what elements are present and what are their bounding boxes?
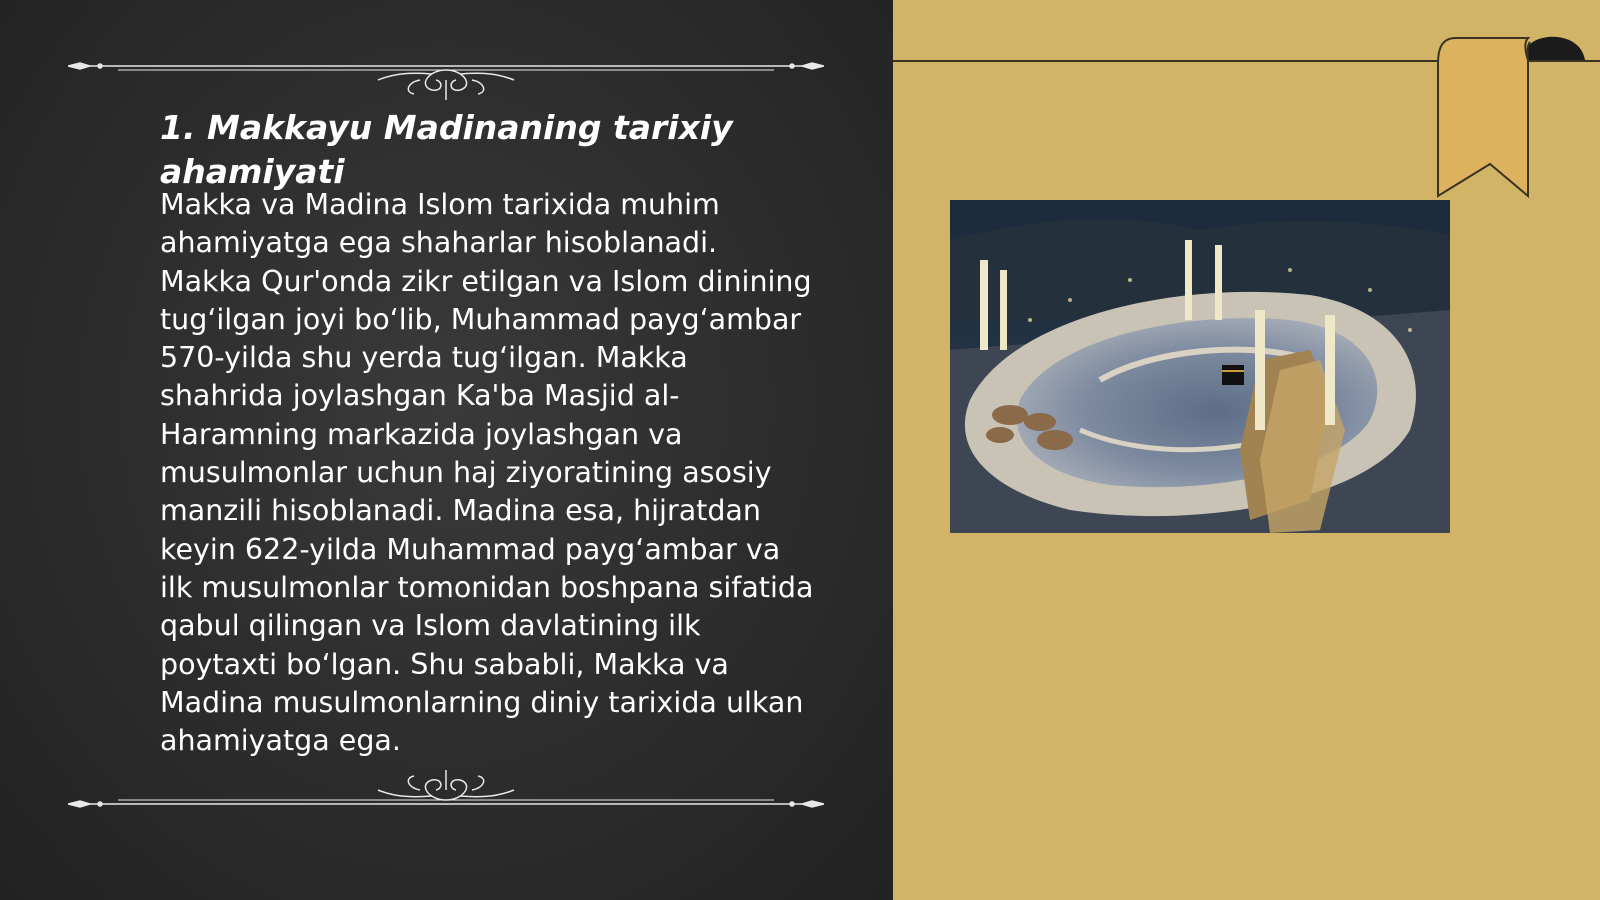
slide-title: 1. Makkayu Madinaning tarixiy ahamiyati xyxy=(160,108,733,191)
slide-body-text: Makka va Madina Islom tarixida muhim ahamiyatga ega shaharlar hisoblanadi. Makka Qur'onda zikr etilgan va Islom dinining tug‘ilgan joyi bo‘lib, Muhammad payg‘ambar 570-yilda shu yerda tug‘ilgan. Makka shahrida joylashgan Ka'ba Masjid al-Haramning markazida joylashgan va musulmonlar uchun haj ziyoratining asosiy manzili hisoblanadi. Madina esa, hijratdan keyin 622-yilda Muhammad payg‘ambar va ilk musulmonlar tomonidan boshpana sifatida qabul qilingan va Islom davlatining ilk poytaxti bo‘lgan. Shu sababli, Makka va Madina musulmonlarning diniy tarixida ulkan ahamiyatga ega. xyxy=(160,188,814,758)
top-ornament-icon xyxy=(68,50,824,100)
bottom-ornament-icon xyxy=(68,770,824,820)
bookmark-ribbon-icon xyxy=(1430,34,1590,202)
masjid-al-haram-image xyxy=(950,200,1450,533)
masjid-al-haram-photo xyxy=(950,200,1450,533)
